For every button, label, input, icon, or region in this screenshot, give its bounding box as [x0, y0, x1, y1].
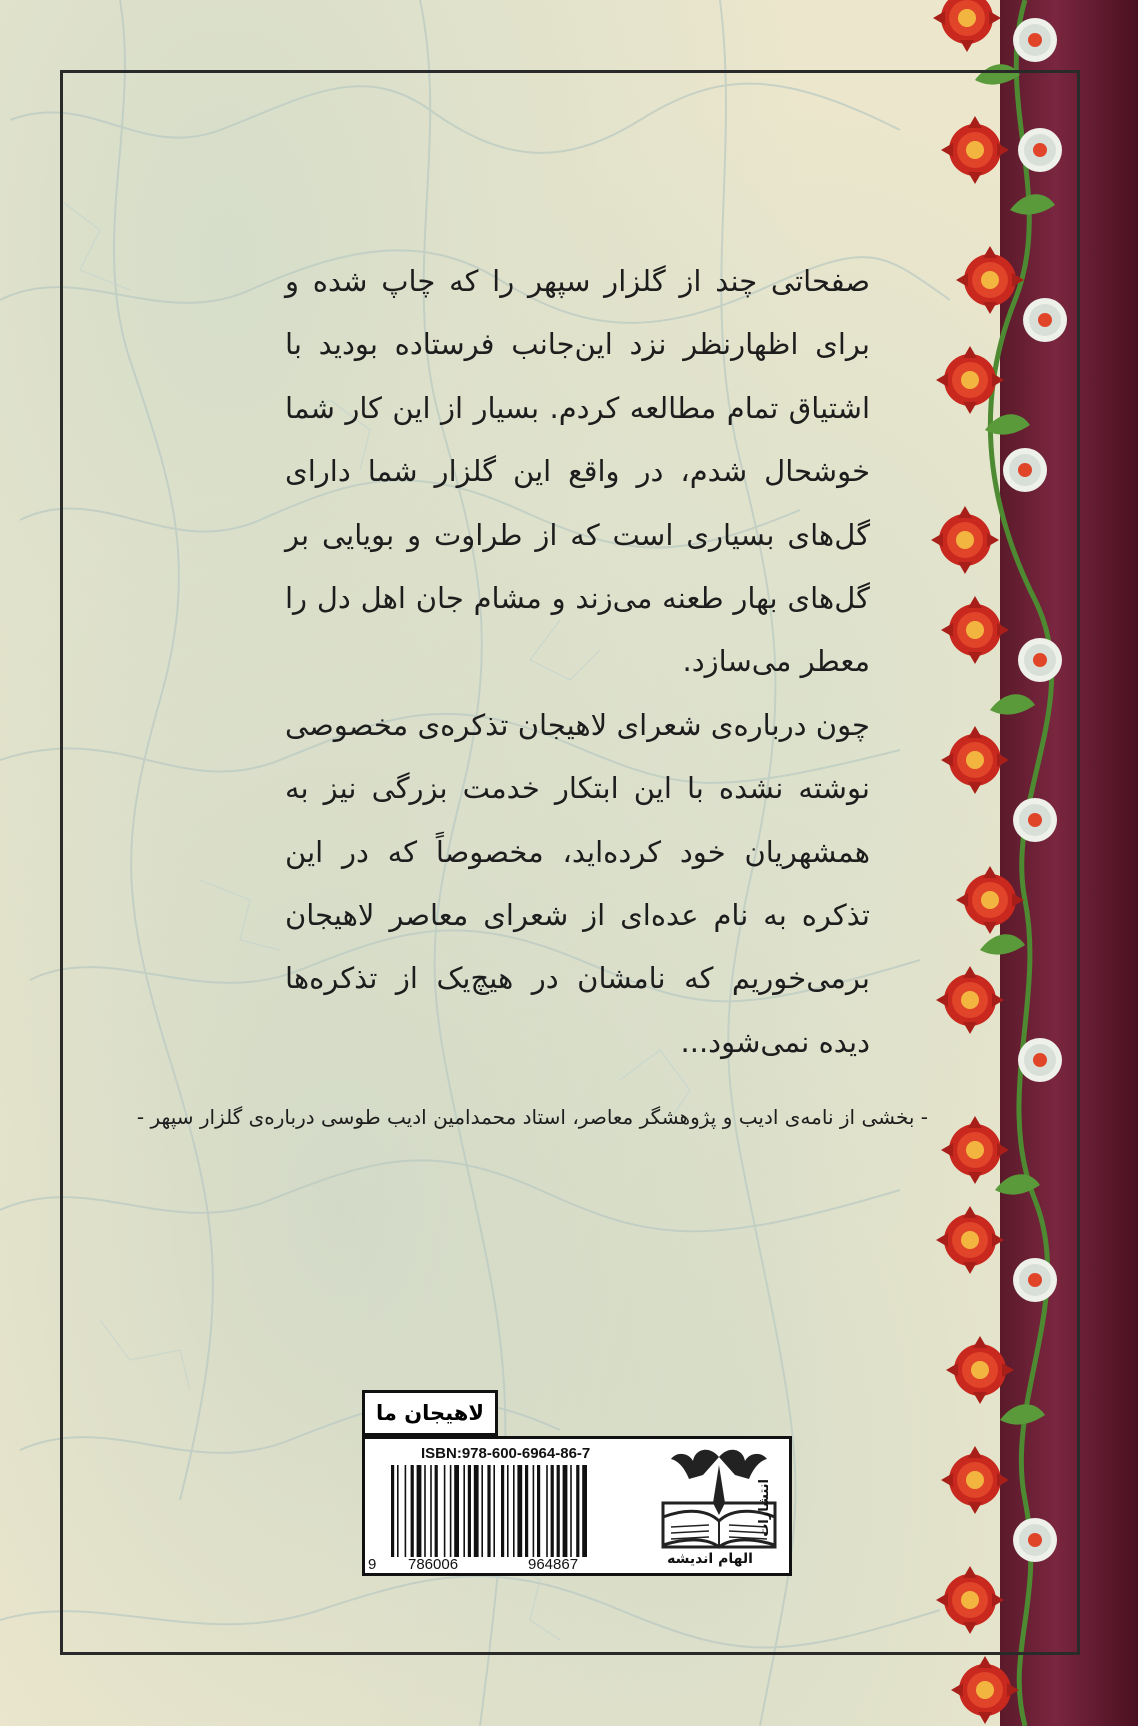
- quote-paragraph-1: صفحاتی چند از گلزار سپهر را که چاپ شده و برای اظهارنظر نزد این‌جانب فرستاده بودید با اشتیاق تمام مطالعه کردم. بسیار از این کار شما خوشحال شدم، در واقع این گلزار شما دارای گل‌های بسیاری است که از طراوت و بویایی بر گل‌های بهار طعنه می‌زند و مشام جان اهل دل را معطر می‌سازد.: [285, 264, 870, 679]
- publisher-name: الهام اندیشه: [667, 1551, 753, 1567]
- series-title: لاهیجان ما: [376, 1401, 484, 1425]
- series-title-box: [362, 1390, 498, 1436]
- isbn-text: ISBN:978-600-6964-86-7: [421, 1445, 591, 1462]
- barcode-right-digits: 964867: [525, 1557, 581, 1573]
- quote-text-block: [285, 250, 870, 1074]
- isbn-barcode-box: [362, 1436, 792, 1576]
- quote-source-line: - بخشی از نامه‌ی ادیب و پژوهشگر معاصر، استاد محمدامین ادیب طوسی درباره‌ی گلزار سپهر -: [136, 1105, 928, 1129]
- barcode-left-digits: 786006: [405, 1557, 461, 1573]
- barcode-lead-digit: 9: [365, 1557, 379, 1573]
- quote-paragraph-2: چون درباره‌ی شعرای لاهیجان تذکره‌ی مخصوصی نوشته نشده با این ابتکار خدمت بزرگی نیز به همشهریان خود کرده‌اید، مخصوصاً که در این تذکره به نام عده‌ای از شعرای معاصر لاهیجان برمی‌خوریم که نامشان در هیچ‌یک از تذکره‌ها دیده نمی‌شود...: [285, 707, 870, 1059]
- barcode-icon: [373, 1465, 635, 1565]
- publisher-word: انتشارات: [757, 1479, 772, 1537]
